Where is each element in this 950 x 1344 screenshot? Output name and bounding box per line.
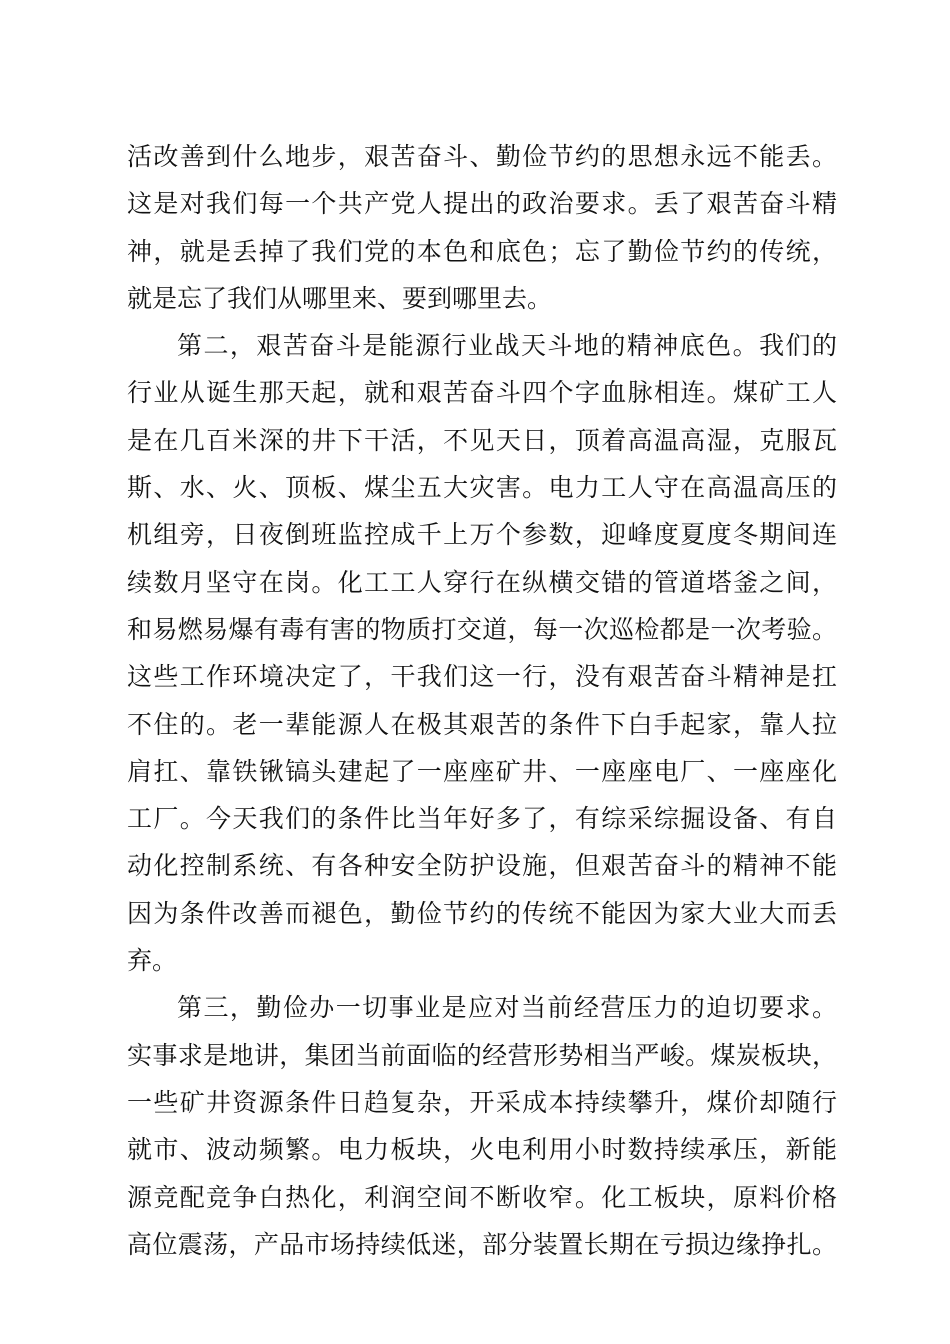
text-line: 和易燃易爆有毒有害的物质打交道，每一次巡检都是一次考验。 [127,614,837,644]
text-line: 活改善到什么地步，艰苦奋斗、勤俭节约的思想永远不能丢。 [127,142,837,171]
text-line: 因为条件改善而褪色，勤俭节约的传统不能因为家大业大而丢 [127,898,837,928]
text-line: 斯、水、火、顶板、煤尘五大灾害。电力工人守在高温高压的 [127,473,837,503]
paragraph-third [127,984,837,1268]
text-line: 神，就是丢掉了我们党的本色和底色；忘了勤俭节约的传统， [127,236,837,266]
text-line: 一些矿井资源条件日趋复杂，开采成本持续攀升，煤价却随行 [127,1087,837,1117]
text-line: 第三，勤俭办一切事业是应对当前经营压力的迫切要求。 [177,993,837,1023]
paragraph-second [127,322,837,984]
text-line: 不住的。老一辈能源人在极其艰苦的条件下白手起家，靠人拉 [127,709,837,739]
text-line: 源竞配竞争白热化，利润空间不断收窄。化工板块，原料价格 [127,1182,837,1212]
document-page [127,133,837,1268]
text-line: 行业从诞生那天起，就和艰苦奋斗四个字血脉相连。煤矿工人 [127,378,837,408]
text-line: 实事求是地讲，集团当前面临的经营形势相当严峻。煤炭板块， [127,1040,837,1070]
text-line: 就市、波动频繁。电力板块，火电利用小时数持续承压，新能 [127,1135,837,1165]
text-line: 肩扛、靠铁锹镐头建起了一座座矿井、一座座电厂、一座座化 [127,756,837,786]
text-line: 动化控制系统、有各种安全防护设施，但艰苦奋斗的精神不能 [127,851,837,881]
text-line: 续数月坚守在岗。化工工人穿行在纵横交错的管道塔釜之间， [127,567,837,597]
text-line: 是在几百米深的井下干活，不见天日，顶着高温高湿，克服瓦 [127,425,837,455]
text-line: 第二，艰苦奋斗是能源行业战天斗地的精神底色。我们的 [177,331,837,361]
text-line: 高位震荡，产品市场持续低迷，部分装置长期在亏损边缘挣扎。 [127,1229,837,1259]
text-line: 这些工作环境决定了，干我们这一行，没有艰苦奋斗精神是扛 [127,662,837,692]
text-line: 工厂。今天我们的条件比当年好多了，有综采综掘设备、有自 [127,804,837,834]
text-line: 就是忘了我们从哪里来、要到哪里去。 [127,283,553,313]
text-line: 这是对我们每一个共产党人提出的政治要求。丢了艰苦奋斗精 [127,189,837,219]
text-line: 机组旁，日夜倒班监控成千上万个参数，迎峰度夏度冬期间连 [127,520,837,550]
text-line: 弃。 [127,946,178,976]
paragraph-continuation [127,133,837,322]
